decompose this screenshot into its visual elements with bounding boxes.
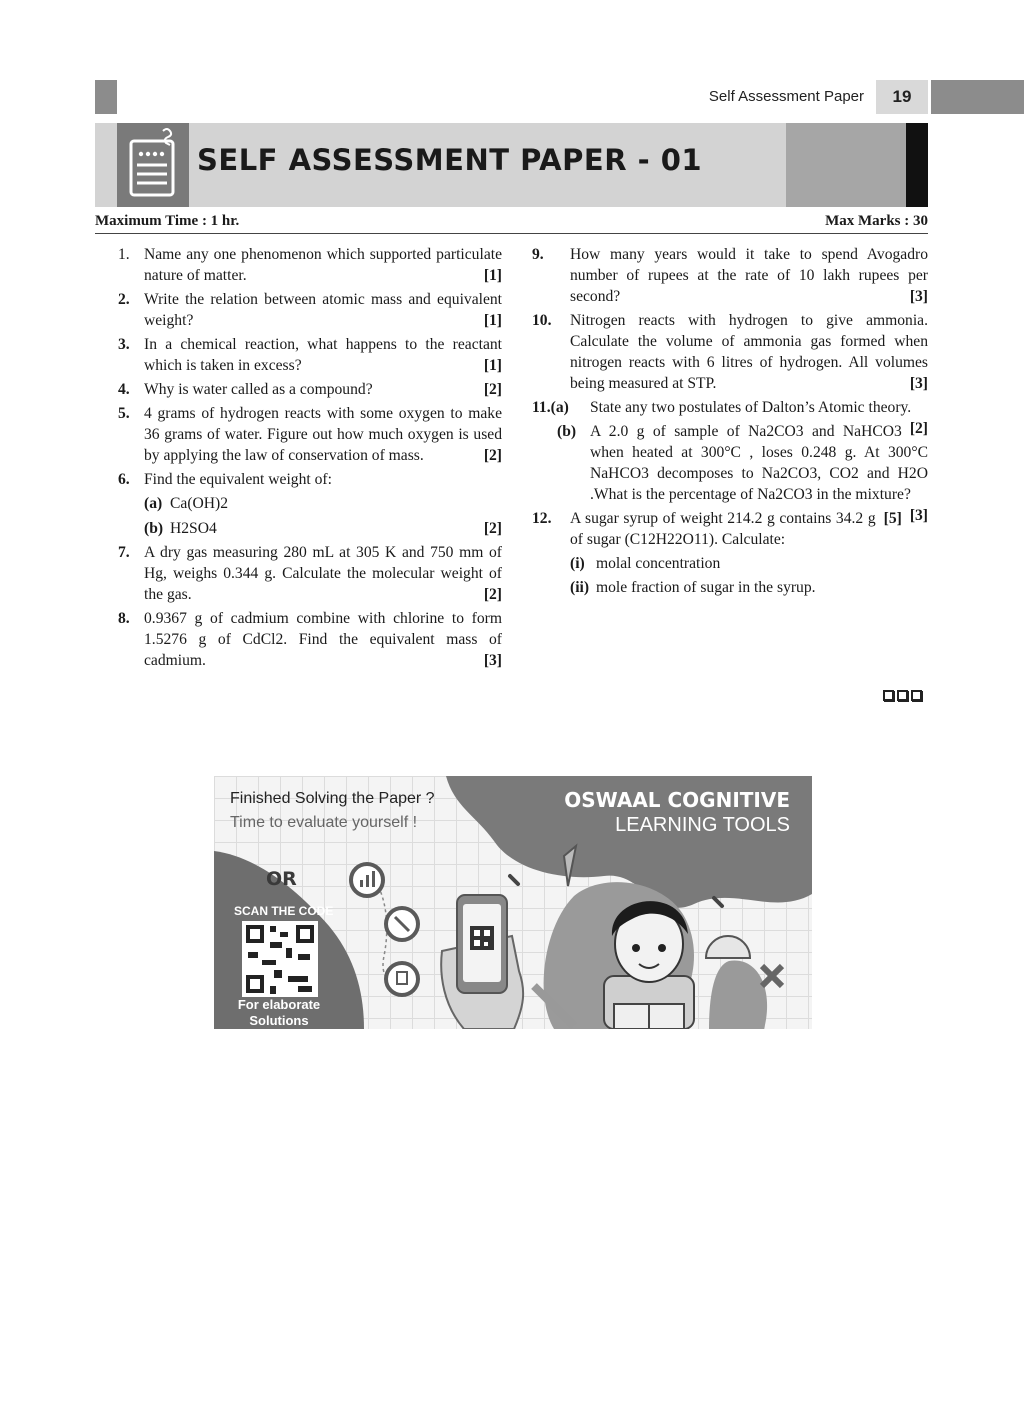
- evaluate-text: Time to evaluate yourself !: [230, 814, 418, 831]
- subpart-label: (a): [144, 495, 163, 512]
- brand-line-2: LEARNING TOOLS: [615, 814, 790, 836]
- question-text: Name any one phenomenon which supported particulate nature of matter.: [144, 246, 502, 284]
- question-marks: [2]: [909, 420, 928, 437]
- phone-hand-icon: [441, 895, 523, 1029]
- question-number: 2.: [118, 291, 130, 308]
- question-text: Find the equivalent weight of:: [144, 471, 332, 488]
- question-number: 1.: [118, 246, 130, 263]
- question-text: Why is water called as a compound?: [144, 381, 373, 398]
- question-text: Nitrogen reacts with hydrogen to give ammonia. Calculate the volume of ammonia gas formed when nitrogen reacts with 6 litres of hydrogen. All volumes being measured at STP.: [570, 312, 928, 392]
- question-text: A sugar syrup of weight 214.2 g contains 34.2 g of sugar (C12H22O11). Calculate:: [570, 510, 876, 548]
- question-number: 10.: [532, 312, 552, 329]
- question-marks: [3]: [909, 375, 928, 392]
- promo-banner: [214, 776, 812, 1029]
- exam-meta: [95, 213, 928, 234]
- question-text: Write the relation between atomic mass and equivalent weight?: [144, 291, 502, 329]
- question-4: [118, 379, 502, 400]
- question-marks: [2]: [483, 520, 502, 537]
- header-left-block: [95, 80, 117, 114]
- chart-icon: [351, 864, 383, 896]
- subpart-a: [144, 493, 502, 514]
- finished-text: Finished Solving the Paper ?: [230, 790, 435, 807]
- question-number: 4.: [118, 381, 130, 398]
- question-9: [532, 244, 928, 307]
- question-number: 12.: [532, 510, 552, 527]
- question-marks: [1]: [483, 312, 502, 329]
- question-number: 5.: [118, 405, 130, 422]
- questions-right-column: [532, 244, 928, 601]
- question-marks: [1]: [483, 357, 502, 374]
- question-11a: [532, 397, 928, 437]
- question-marks: [2]: [483, 381, 502, 398]
- elaborate-solutions-label: For elaborate Solutions: [237, 997, 321, 1028]
- question-marks: [3]: [483, 652, 502, 669]
- question-marks: [1]: [483, 267, 502, 284]
- question-7: [118, 542, 502, 605]
- question-number: 6.: [118, 471, 130, 488]
- maximum-time: Maximum Time : 1 hr.: [95, 213, 240, 229]
- pencil-icon: [386, 908, 418, 940]
- flask-icon: [386, 963, 418, 995]
- question-number: 3.: [118, 336, 130, 353]
- page-title: SELF ASSESSMENT PAPER - 01: [197, 143, 703, 177]
- brand-line-1: OSWAAL COGNITIVE: [564, 788, 790, 812]
- subpart-text: H2SO4: [170, 520, 217, 537]
- header-right-block: [931, 80, 1024, 114]
- question-text: A dry gas measuring 280 mL at 305 K and 750 mm of Hg, weighs 0.344 g. Calculate the molecular weight of the gas.: [144, 544, 502, 603]
- subpart-text: A 2.0 g of sample of Na2CO3 and NaHCO3 when heated at 300°C , loses 0.248 g. At 300°C NaHCO3 decomposes to Na2CO3, CO2 and H2O .What is the percentage of Na2CO3 in the mixture?: [590, 423, 928, 503]
- exam-sheet-icon: [117, 123, 189, 207]
- question-text: 4 grams of hydrogen reacts with some oxygen to make 36 grams of water. Figure out how much oxygen is used by applying the law of conservation of mass.: [144, 405, 502, 464]
- max-marks: Max Marks : 30: [825, 213, 928, 229]
- question-text: In a chemical reaction, what happens to the reactant which is taken in excess?: [144, 336, 502, 374]
- question-8: [118, 608, 502, 671]
- or-label: OR: [266, 868, 297, 890]
- question-number: 9.: [532, 246, 544, 263]
- subpart-label: (ii): [570, 579, 590, 596]
- question-marks: [5]: [883, 510, 902, 527]
- subpart-ii: [570, 577, 928, 598]
- question-text: State any two postulates of Dalton’s Atomic theory.: [590, 399, 912, 416]
- subpart-label: (b): [557, 423, 577, 440]
- question-12: [532, 508, 928, 598]
- question-5: [118, 403, 502, 466]
- question-2: [118, 289, 502, 331]
- subpart-label: (i): [570, 555, 585, 572]
- question-marks: [3]: [909, 288, 928, 305]
- subpart-b: [144, 518, 502, 539]
- qr-code-icon: [242, 921, 318, 997]
- question-number: 8.: [118, 610, 130, 627]
- question-marks: [2]: [483, 447, 502, 464]
- question-10: [532, 310, 928, 394]
- banner-accent: [786, 123, 906, 207]
- scan-code-label: SCAN THE CODE: [234, 904, 334, 918]
- cross-icon: [762, 966, 782, 986]
- questions-left-column: [118, 244, 502, 674]
- page-number: 19: [876, 80, 928, 114]
- end-of-paper-icon: [883, 690, 922, 701]
- question-6: [118, 469, 502, 539]
- question-text: How many years would it take to spend Avogadro number of rupees at the rate of 10 lakh rupees per second?: [570, 246, 928, 305]
- section-label: Self Assessment Paper: [708, 88, 864, 105]
- title-banner: [95, 123, 928, 207]
- subpart-text: mole fraction of sugar in the syrup.: [596, 579, 816, 596]
- question-1: [118, 244, 502, 286]
- subpart-i: [570, 553, 928, 574]
- subpart-text: molal concentration: [596, 555, 721, 572]
- subpart-label: (b): [144, 520, 164, 537]
- banner-edge: [906, 123, 928, 207]
- question-marks: [2]: [483, 586, 502, 603]
- question-number: 11.(a): [532, 399, 569, 416]
- question-text: 0.9367 g of cadmium combine with chlorine to form 1.5276 g of CdCl2. Find the equivalent mass of cadmium.: [144, 610, 502, 669]
- question-3: [118, 334, 502, 376]
- subpart-text: Ca(OH)2: [170, 495, 229, 512]
- question-number: 7.: [118, 544, 130, 561]
- question-marks: [3]: [909, 507, 928, 524]
- protractor-icon: [706, 936, 750, 958]
